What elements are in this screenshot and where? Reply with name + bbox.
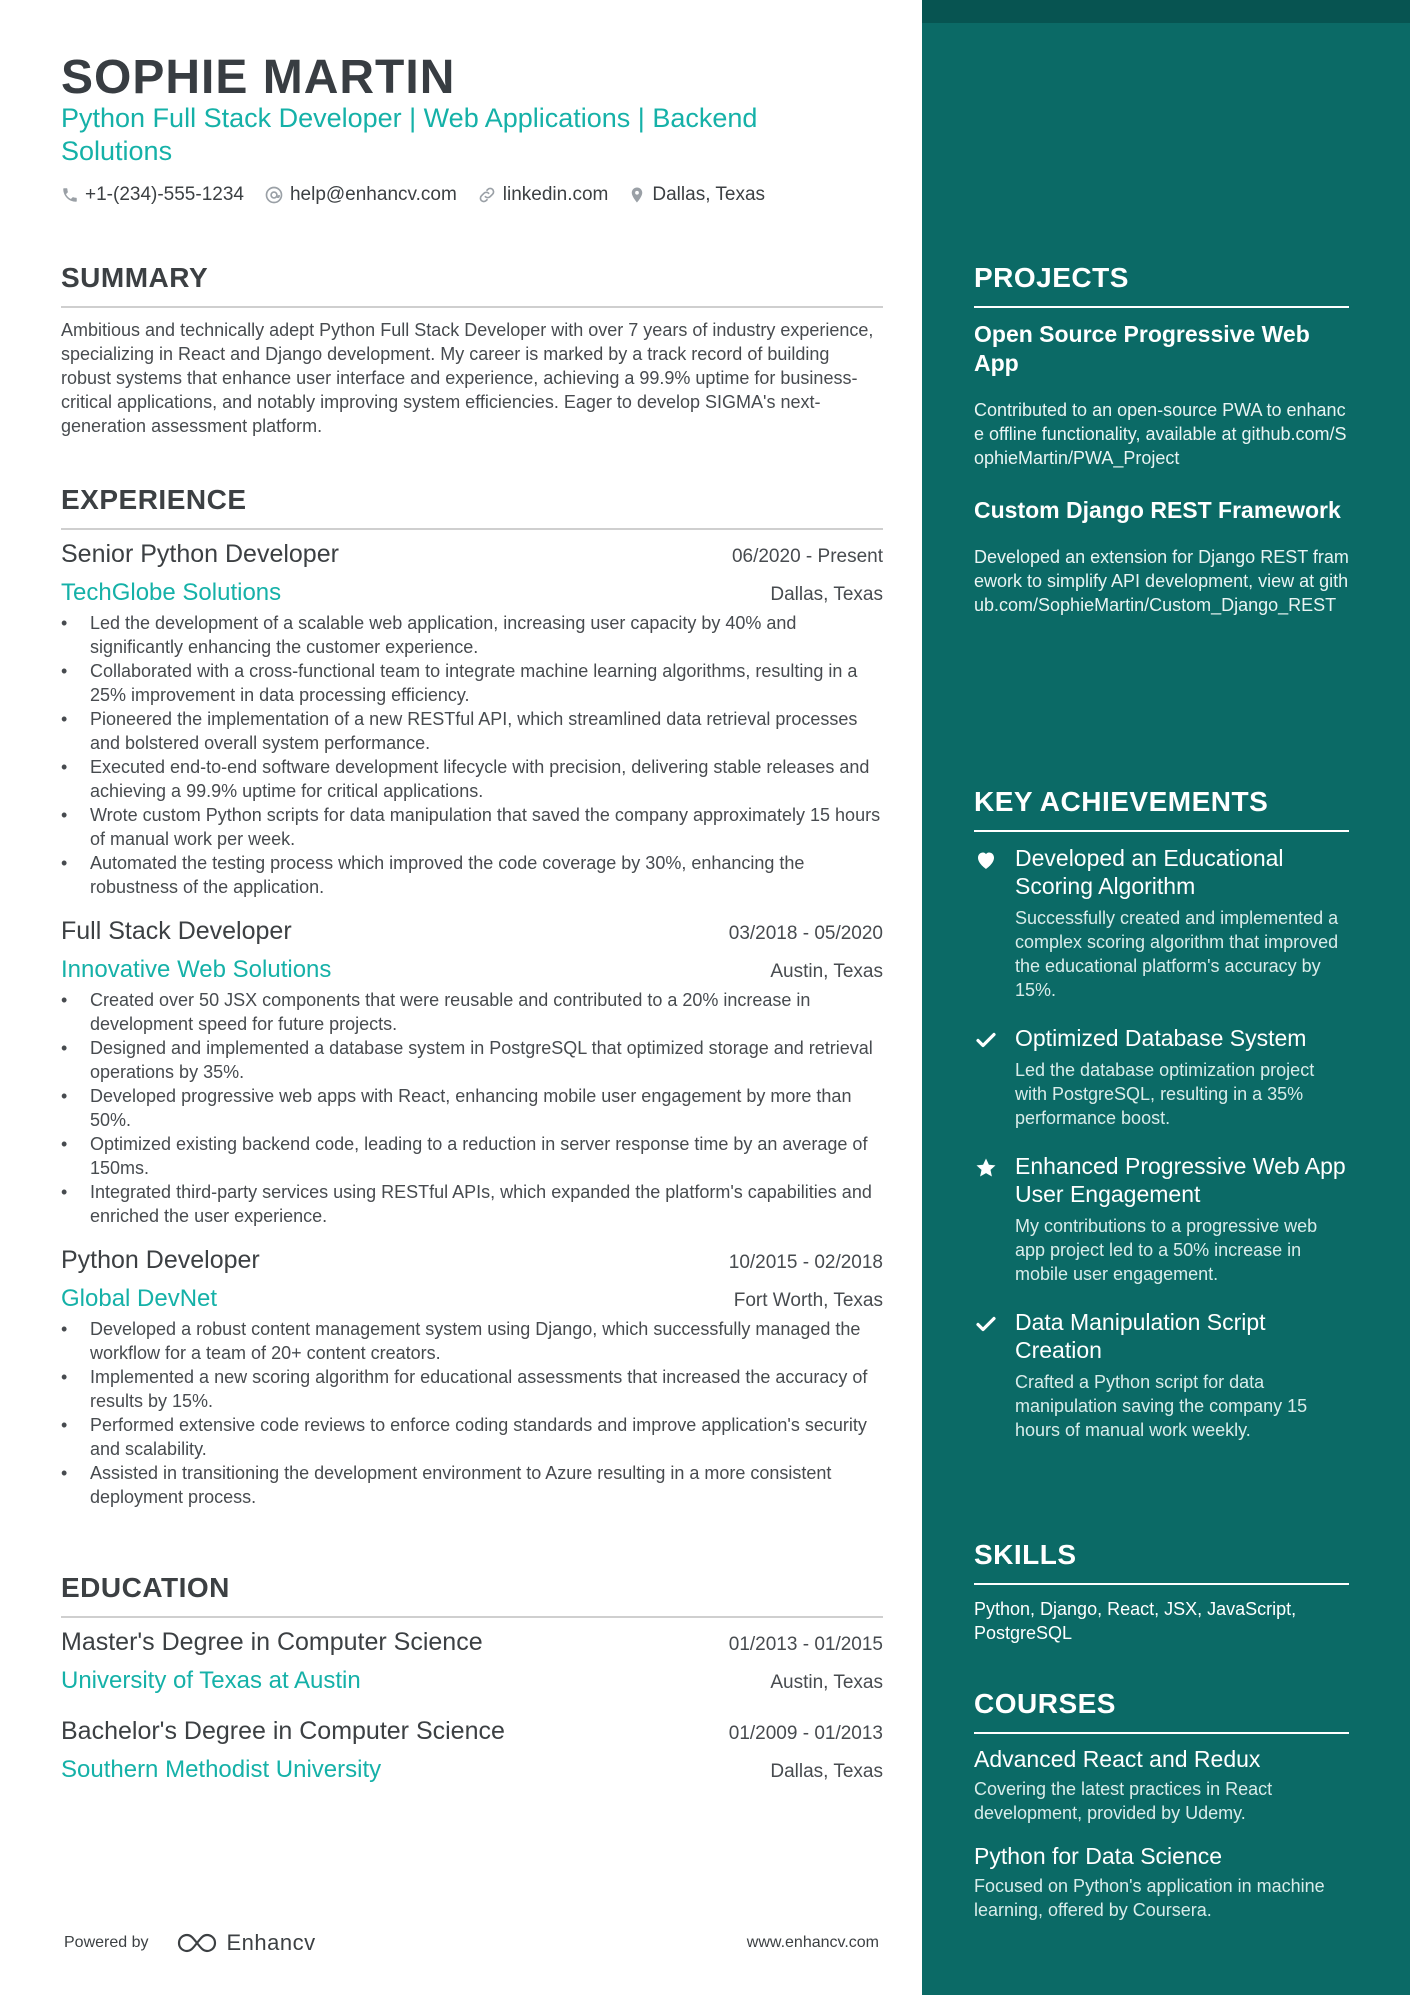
enhancv-logo[interactable] (175, 1930, 316, 1956)
linkedin-text: linkedin.com (502, 184, 609, 205)
projects-title: PROJECTS (974, 262, 1349, 308)
job-bullets (61, 988, 883, 1228)
achievements-title: KEY ACHIEVEMENTS (974, 786, 1349, 832)
achievement-description: Led the database optimization project with PostgreSQL, resulting in a 35% performance boost. (1015, 1060, 1315, 1128)
bullet-item: • Created over 50 JSX components that were reusable and contributed to a 20% increase in development speed for future projects. (61, 988, 883, 1036)
bullet-item: • Led the development of a scalable web application, increasing user capacity by 40% and significantly enhancing the customer experience. (61, 611, 883, 659)
heart-icon (974, 848, 998, 872)
achievement-item (974, 1152, 1349, 1286)
skills-list: Python, Django, React, JSX, JavaScript, PostgreSQL (974, 1599, 1297, 1643)
job-company[interactable]: Global DevNet (61, 1285, 218, 1312)
job-location: Fort Worth, Texas (733, 1290, 883, 1311)
contact-email[interactable] (264, 184, 457, 206)
job-dates: 10/2015 - 02/2018 (728, 1252, 883, 1273)
job-location: Austin, Texas (770, 961, 883, 982)
edu-school[interactable]: Southern Methodist University (61, 1756, 382, 1783)
summary-title: SUMMARY (61, 262, 883, 308)
bullet-item: • Wrote custom Python scripts for data manipulation that saved the company approximately 15 hours of manual work per week. (61, 803, 883, 851)
edu-degree: Bachelor's Degree in Computer Science (61, 1717, 505, 1745)
experience-section (61, 484, 883, 1509)
achievements-section (974, 786, 1349, 1464)
project-description: Contributed to an open-source PWA to enhance offline functionality, available at github.com/SophieMartin/PWA_Project (974, 400, 1347, 468)
contact-linkedin[interactable] (477, 184, 609, 206)
job-entry (61, 1246, 883, 1509)
job-entry (61, 540, 883, 899)
footer (64, 1930, 879, 1956)
phone-text: +1-(234)-555-1234 (85, 184, 244, 205)
edu-location: Austin, Texas (770, 1672, 883, 1693)
job-dates: 06/2020 - Present (731, 546, 883, 567)
course-title: Advanced React and Redux (974, 1746, 1261, 1772)
achievement-description: My contributions to a progressive web app project led to a 50% increase in mobile user engagement. (1015, 1216, 1318, 1284)
brand-name: Enhancv (226, 1930, 316, 1955)
course-title: Python for Data Science (974, 1843, 1223, 1869)
job-bullets (61, 1317, 883, 1509)
courses-title: COURSES (974, 1688, 1349, 1734)
achievement-description: Crafted a Python script for data manipulation saving the company 15 hours of manual work weekly. (1015, 1372, 1308, 1440)
edu-dates: 01/2009 - 01/2013 (728, 1723, 883, 1744)
enhancv-logo-icon (175, 1931, 221, 1955)
project-description: Developed an extension for Django REST framework to simplify API development, view at github.com/SophieMartin/Custom_Django_REST (974, 547, 1349, 615)
at-icon (264, 185, 284, 205)
achievement-item (974, 1308, 1349, 1442)
course-description: Focused on Python's application in machine learning, offered by Coursera. (974, 1876, 1325, 1920)
project-title: Custom Django REST Framework (974, 497, 1341, 523)
phone-icon (61, 186, 79, 204)
contact-bar (61, 184, 785, 206)
bullet-item: • Developed progressive web apps with React, enhancing mobile user engagement by more than 50%. (61, 1084, 883, 1132)
location-pin-icon (628, 185, 646, 205)
courses-section (974, 1688, 1349, 1940)
link-icon (477, 185, 497, 205)
job-dates: 03/2018 - 05/2020 (728, 923, 883, 944)
bullet-item: • Developed a robust content management system using Django, which successfully managed the workflow for a team of 20+ content creators. (61, 1317, 883, 1365)
achievement-title: Optimized Database System (1015, 1025, 1307, 1051)
achievement-item (974, 1024, 1349, 1130)
bullet-item: • Optimized existing backend code, leading to a reduction in server response time by an average of 150ms. (61, 1132, 883, 1180)
bullet-item: • Designed and implemented a database system in PostgreSQL that optimized storage and retrieval operations by 35%. (61, 1036, 883, 1084)
check-icon (974, 1028, 998, 1052)
summary-text: Ambitious and technically adept Python Full Stack Developer with over 7 years of industry experience, specializing in React and Django development. My career is marked by a track record of building robust systems that enhance user interface and experience, achieving a 99.9% uptime for business-critical applications, and notably improving system efficiencies. Eager to develop SIGMA's next-generation assessment platform. (61, 320, 874, 436)
achievement-title: Enhanced Progressive Web App User Engagement (1015, 1153, 1346, 1207)
contact-phone[interactable] (61, 184, 244, 206)
course-description: Covering the latest practices in React development, provided by Udemy. (974, 1779, 1273, 1823)
experience-title: EXPERIENCE (61, 484, 883, 530)
job-role: Senior Python Developer (61, 540, 339, 568)
job-bullets (61, 611, 883, 899)
sidebar-top-band (922, 0, 1410, 23)
project-title: Open Source Progressive Web App (974, 321, 1310, 376)
achievement-title: Data Manipulation Script Creation (1015, 1309, 1266, 1363)
edu-location: Dallas, Texas (770, 1761, 883, 1782)
job-entry (61, 917, 883, 1228)
job-role: Python Developer (61, 1246, 260, 1274)
location-text: Dallas, Texas (652, 184, 766, 205)
job-company[interactable]: TechGlobe Solutions (61, 579, 282, 606)
job-location: Dallas, Texas (770, 584, 883, 605)
education-title: EDUCATION (61, 1572, 883, 1618)
projects-section (974, 262, 1349, 643)
bullet-item: • Assisted in transitioning the development environment to Azure resulting in a more consistent deployment process. (61, 1461, 883, 1509)
skills-section (974, 1539, 1349, 1645)
job-company[interactable]: Innovative Web Solutions (61, 956, 332, 983)
achievement-title: Developed an Educational Scoring Algorithm (1015, 845, 1284, 899)
bullet-item: • Pioneered the implementation of a new RESTful API, which streamlined data retrieval processes and bolstered overall system performance. (61, 707, 883, 755)
edu-dates: 01/2013 - 01/2015 (728, 1634, 883, 1655)
edu-school[interactable]: University of Texas at Austin (61, 1667, 361, 1694)
bullet-item: • Automated the testing process which improved the code coverage by 30%, enhancing the robustness of the application. (61, 851, 883, 899)
website-link[interactable]: www.enhancv.com (746, 1934, 879, 1951)
achievement-description: Successfully created and implemented a complex scoring algorithm that improved the educational platform's accuracy by 15%. (1015, 908, 1339, 1000)
bullet-item: • Collaborated with a cross-functional team to integrate machine learning algorithms, resulting in a 25% improvement in data processing efficiency. (61, 659, 883, 707)
email-text: help@enhancv.com (289, 184, 457, 205)
candidate-name: SOPHIE MARTIN (61, 51, 456, 104)
sidebar (922, 0, 1410, 1995)
job-role: Full Stack Developer (61, 917, 292, 945)
edu-degree: Master's Degree in Computer Science (61, 1628, 483, 1656)
bullet-item: • Implemented a new scoring algorithm for educational assessments that increased the accuracy of results by 15%. (61, 1365, 883, 1413)
bullet-item: • Executed end-to-end software development lifecycle with precision, delivering stable releases and achieving a 99.9% uptime for critical applications. (61, 755, 883, 803)
achievement-item (974, 844, 1349, 1002)
education-entry (61, 1717, 883, 1784)
check-icon (974, 1312, 998, 1336)
headline: Python Full Stack Developer | Web Applications | Backend Solutions (61, 103, 758, 166)
bullet-item: • Integrated third-party services using RESTful APIs, which expanded the platform's capabilities and enriched the user experience. (61, 1180, 883, 1228)
contact-location (628, 184, 765, 206)
skills-title: SKILLS (974, 1539, 1349, 1585)
summary-section (61, 262, 883, 438)
education-entry (61, 1628, 883, 1695)
education-section (61, 1572, 883, 1784)
star-icon (974, 1156, 998, 1180)
powered-by-label: Powered by (64, 1934, 149, 1951)
bullet-item: • Performed extensive code reviews to enforce coding standards and improve application's security and scalability. (61, 1413, 883, 1461)
